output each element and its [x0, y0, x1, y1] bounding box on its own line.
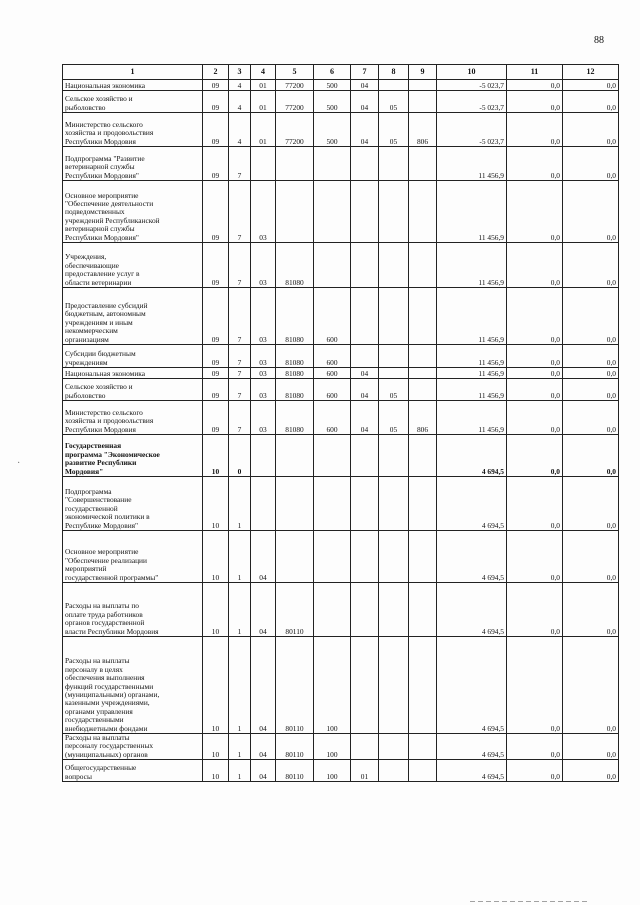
row-value-cell: 80110	[276, 734, 314, 760]
row-value-cell: 03	[251, 401, 276, 435]
row-value-cell: 0,0	[507, 147, 563, 181]
row-name-cell	[63, 147, 203, 181]
row-value-cell	[409, 91, 437, 113]
row-value-cell	[351, 477, 379, 531]
row-value-cell	[409, 181, 437, 243]
row-value-cell: 77200	[276, 91, 314, 113]
row-value-cell: 600	[314, 288, 351, 345]
table-row	[63, 583, 619, 637]
row-value-cell	[409, 243, 437, 288]
row-value-cell	[409, 80, 437, 91]
column-header: 8	[379, 65, 409, 80]
row-value-cell: 600	[314, 345, 351, 368]
row-value-cell: 7	[229, 379, 251, 401]
row-value-cell: 80110	[276, 583, 314, 637]
row-value-cell: 100	[314, 760, 351, 782]
row-value-cell: 11 456,9	[437, 288, 507, 345]
row-value-cell: 7	[229, 243, 251, 288]
row-value-cell	[351, 181, 379, 243]
row-value-cell: 04	[351, 368, 379, 379]
row-value-cell: 0,0	[563, 401, 619, 435]
row-value-cell	[409, 288, 437, 345]
row-name-text: Предоставление субсидий бюджетным, автономным учреждениям и иным некоммерческим организациям	[65, 300, 148, 344]
row-value-cell	[379, 80, 409, 91]
row-value-cell: 0,0	[507, 80, 563, 91]
scan-speck: ·	[17, 458, 21, 469]
column-header: 6	[314, 65, 351, 80]
row-name-cell	[63, 91, 203, 113]
row-name-text: Сельское хозяйство и рыболовство	[65, 94, 133, 112]
row-value-cell	[314, 583, 351, 637]
row-value-cell	[409, 760, 437, 782]
row-value-cell: 81080	[276, 288, 314, 345]
row-value-cell	[379, 435, 409, 477]
row-value-cell	[379, 760, 409, 782]
row-value-cell: 10	[203, 531, 229, 583]
row-name-cell	[63, 80, 203, 91]
row-name-text: Основное мероприятие "Обеспечение реализации мероприятий государственной программы"	[65, 547, 159, 582]
row-value-cell: 0,0	[507, 113, 563, 147]
row-value-cell: 0,0	[507, 401, 563, 435]
row-value-cell: 09	[203, 345, 229, 368]
row-value-cell	[251, 435, 276, 477]
row-value-cell	[379, 181, 409, 243]
row-value-cell: 09	[203, 147, 229, 181]
row-value-cell: 81080	[276, 243, 314, 288]
row-value-cell: 0,0	[563, 531, 619, 583]
table-row	[63, 477, 619, 531]
row-value-cell: 04	[251, 531, 276, 583]
row-value-cell	[379, 583, 409, 637]
row-value-cell: 04	[251, 760, 276, 782]
row-value-cell: 4	[229, 80, 251, 91]
row-value-cell: 10	[203, 583, 229, 637]
table-row	[63, 401, 619, 435]
row-value-cell: 0,0	[563, 637, 619, 734]
row-value-cell	[351, 637, 379, 734]
column-header: 3	[229, 65, 251, 80]
column-header: 7	[351, 65, 379, 80]
row-value-cell	[251, 477, 276, 531]
row-name-text: Национальная экономика	[65, 368, 146, 378]
row-value-cell	[351, 288, 379, 345]
row-name-text: Государственная программа "Экономическое развитие Республики Мордовия"	[65, 441, 160, 476]
row-value-cell	[409, 435, 437, 477]
row-value-cell	[351, 734, 379, 760]
row-value-cell: 0,0	[507, 288, 563, 345]
row-name-cell	[63, 113, 203, 147]
row-name-cell	[63, 368, 203, 379]
column-header: 10	[437, 65, 507, 80]
row-value-cell: 11 456,9	[437, 181, 507, 243]
row-value-cell: 4	[229, 91, 251, 113]
row-value-cell: 0,0	[507, 734, 563, 760]
scan-artifact-line	[470, 901, 590, 902]
row-value-cell	[314, 477, 351, 531]
row-value-cell	[379, 345, 409, 368]
row-value-cell	[351, 583, 379, 637]
table-row	[63, 734, 619, 760]
row-name-cell	[63, 760, 203, 782]
row-value-cell: 04	[351, 80, 379, 91]
row-value-cell: 11 456,9	[437, 401, 507, 435]
row-value-cell: 0,0	[563, 368, 619, 379]
row-name-text: Расходы на выплаты персоналу государственных (муниципальных) органов	[65, 733, 154, 759]
table-row	[63, 288, 619, 345]
row-value-cell	[351, 435, 379, 477]
row-value-cell	[351, 147, 379, 181]
row-value-cell	[379, 734, 409, 760]
row-value-cell	[314, 181, 351, 243]
row-value-cell	[314, 531, 351, 583]
row-value-cell: 10	[203, 435, 229, 477]
column-header: 9	[409, 65, 437, 80]
row-value-cell	[351, 531, 379, 583]
row-value-cell: 500	[314, 91, 351, 113]
row-value-cell: 500	[314, 113, 351, 147]
row-value-cell: 0,0	[507, 181, 563, 243]
row-value-cell: 7	[229, 401, 251, 435]
row-value-cell: 0	[229, 435, 251, 477]
row-name-cell	[63, 181, 203, 243]
row-value-cell: 10	[203, 637, 229, 734]
row-value-cell: 0,0	[563, 113, 619, 147]
row-value-cell: 03	[251, 288, 276, 345]
row-value-cell: 09	[203, 379, 229, 401]
row-value-cell: 0,0	[507, 91, 563, 113]
row-value-cell: 11 456,9	[437, 379, 507, 401]
row-name-text: Субсидии бюджетным учреждениям	[65, 349, 136, 367]
row-value-cell: 03	[251, 243, 276, 288]
row-value-cell	[409, 345, 437, 368]
row-value-cell: 05	[379, 379, 409, 401]
row-name-text: Сельское хозяйство и рыболовство	[65, 382, 133, 400]
table-row	[63, 345, 619, 368]
row-value-cell: 09	[203, 181, 229, 243]
row-value-cell: 01	[351, 760, 379, 782]
row-value-cell: 03	[251, 345, 276, 368]
row-value-cell: 0,0	[507, 435, 563, 477]
row-value-cell: 77200	[276, 80, 314, 91]
row-value-cell: 100	[314, 734, 351, 760]
row-value-cell	[276, 477, 314, 531]
row-value-cell	[379, 243, 409, 288]
row-value-cell: 1	[229, 734, 251, 760]
row-value-cell: 11 456,9	[437, 147, 507, 181]
row-value-cell: 100	[314, 637, 351, 734]
row-value-cell: 806	[409, 113, 437, 147]
row-value-cell: 01	[251, 91, 276, 113]
row-value-cell	[409, 531, 437, 583]
row-value-cell: 0,0	[563, 243, 619, 288]
row-value-cell: 0,0	[507, 345, 563, 368]
row-name-cell	[63, 345, 203, 368]
row-value-cell	[409, 477, 437, 531]
row-value-cell	[409, 583, 437, 637]
table-row	[63, 181, 619, 243]
row-value-cell: 4 694,5	[437, 477, 507, 531]
table-row	[63, 531, 619, 583]
row-name-text: Учреждения, обеспечивающие предоставление услуг в области ветеринарии	[65, 252, 140, 287]
row-name-cell	[63, 401, 203, 435]
row-value-cell	[379, 531, 409, 583]
row-value-cell: 1	[229, 637, 251, 734]
table-row	[63, 147, 619, 181]
row-value-cell: 11 456,9	[437, 243, 507, 288]
row-name-text: Подпрограмма "Развитие ветеринарной службы Республики Мордовия"	[65, 153, 145, 180]
row-name-cell	[63, 734, 203, 760]
row-value-cell: 10	[203, 477, 229, 531]
row-value-cell: 4	[229, 113, 251, 147]
row-value-cell	[276, 531, 314, 583]
row-value-cell: 500	[314, 80, 351, 91]
row-value-cell: 7	[229, 147, 251, 181]
row-name-text: Министерство сельского хозяйства и продовольствия Республики Мордовия	[65, 407, 154, 434]
row-value-cell: 0,0	[563, 435, 619, 477]
row-name-cell	[63, 379, 203, 401]
row-value-cell: 0,0	[563, 477, 619, 531]
row-value-cell: 10	[203, 760, 229, 782]
table-row	[63, 91, 619, 113]
row-value-cell: 7	[229, 181, 251, 243]
row-name-cell	[63, 583, 203, 637]
row-value-cell: 03	[251, 379, 276, 401]
row-value-cell: 05	[379, 91, 409, 113]
row-name-text: Расходы на выплаты по оплате труда работников органов государственной власти Республики Мордовия	[65, 601, 159, 636]
row-value-cell: 600	[314, 401, 351, 435]
row-value-cell: 1	[229, 477, 251, 531]
row-value-cell: 0,0	[563, 345, 619, 368]
row-value-cell: 7	[229, 288, 251, 345]
row-value-cell: 04	[351, 91, 379, 113]
row-value-cell: 11 456,9	[437, 368, 507, 379]
row-value-cell: 81080	[276, 368, 314, 379]
column-header: 1	[63, 65, 203, 80]
row-value-cell: 0,0	[507, 477, 563, 531]
row-value-cell: 0,0	[507, 379, 563, 401]
row-value-cell: 09	[203, 113, 229, 147]
budget-table	[62, 64, 619, 782]
row-value-cell: 10	[203, 734, 229, 760]
row-value-cell: -5 023,7	[437, 91, 507, 113]
table-row	[63, 760, 619, 782]
row-value-cell: 0,0	[563, 379, 619, 401]
row-value-cell: -5 023,7	[437, 113, 507, 147]
row-value-cell: 77200	[276, 113, 314, 147]
row-name-cell	[63, 477, 203, 531]
row-value-cell	[314, 435, 351, 477]
row-value-cell	[351, 243, 379, 288]
row-value-cell: 04	[351, 401, 379, 435]
row-value-cell	[276, 181, 314, 243]
row-value-cell: 0,0	[563, 181, 619, 243]
row-value-cell: 81080	[276, 379, 314, 401]
table-row	[63, 113, 619, 147]
row-name-text: Подпрограмма "Совершенствование государственной экономической политики в Республике Мордовия"	[65, 486, 150, 530]
row-value-cell: 0,0	[563, 583, 619, 637]
row-value-cell: 7	[229, 368, 251, 379]
row-name-cell	[63, 435, 203, 477]
row-value-cell: 0,0	[507, 243, 563, 288]
row-name-text: Расходы на выплаты персоналу в целях обеспечения выполнения функций государственными (муниципальными) органами, казенными учреждениями, органами управления государственными внебюджетными фондами	[65, 656, 160, 733]
column-header: 11	[507, 65, 563, 80]
row-value-cell	[314, 243, 351, 288]
row-value-cell: -5 023,7	[437, 80, 507, 91]
row-value-cell	[379, 368, 409, 379]
table-row	[63, 379, 619, 401]
column-header: 4	[251, 65, 276, 80]
row-value-cell	[409, 379, 437, 401]
row-value-cell: 1	[229, 760, 251, 782]
row-value-cell: 04	[251, 583, 276, 637]
row-value-cell: 04	[351, 113, 379, 147]
row-value-cell	[314, 147, 351, 181]
row-value-cell	[251, 147, 276, 181]
row-value-cell: 0,0	[563, 91, 619, 113]
row-value-cell: 09	[203, 80, 229, 91]
row-value-cell: 11 456,9	[437, 345, 507, 368]
page-number: 88	[594, 35, 604, 46]
row-value-cell: 09	[203, 288, 229, 345]
row-value-cell: 0,0	[507, 531, 563, 583]
table-row	[63, 435, 619, 477]
row-name-cell	[63, 243, 203, 288]
row-value-cell: 0,0	[563, 734, 619, 760]
row-value-cell	[379, 288, 409, 345]
row-value-cell: 1	[229, 583, 251, 637]
row-value-cell	[351, 345, 379, 368]
row-value-cell: 81080	[276, 401, 314, 435]
row-value-cell: 0,0	[563, 147, 619, 181]
row-value-cell	[276, 147, 314, 181]
row-value-cell	[379, 637, 409, 734]
row-value-cell: 806	[409, 401, 437, 435]
row-value-cell: 4 694,5	[437, 734, 507, 760]
row-value-cell: 0,0	[507, 637, 563, 734]
table-row	[63, 637, 619, 734]
row-name-cell	[63, 637, 203, 734]
row-value-cell: 03	[251, 181, 276, 243]
row-value-cell: 0,0	[563, 288, 619, 345]
row-value-cell: 05	[379, 113, 409, 147]
row-value-cell: 0,0	[563, 80, 619, 91]
row-value-cell: 03	[251, 368, 276, 379]
row-name-text: Национальная экономика	[65, 80, 146, 90]
row-value-cell: 600	[314, 368, 351, 379]
row-value-cell	[409, 147, 437, 181]
row-value-cell: 0,0	[507, 760, 563, 782]
column-header: 5	[276, 65, 314, 80]
row-value-cell	[409, 637, 437, 734]
row-value-cell: 05	[379, 401, 409, 435]
row-value-cell	[409, 368, 437, 379]
row-value-cell: 0,0	[507, 583, 563, 637]
row-value-cell: 04	[251, 734, 276, 760]
row-value-cell: 0,0	[507, 368, 563, 379]
row-value-cell: 04	[351, 379, 379, 401]
row-value-cell: 80110	[276, 760, 314, 782]
row-value-cell: 09	[203, 243, 229, 288]
row-value-cell: 01	[251, 113, 276, 147]
table-row	[63, 80, 619, 91]
row-value-cell	[276, 435, 314, 477]
column-header: 12	[563, 65, 619, 80]
row-name-text: Министерство сельского хозяйства и продовольствия Республики Мордовия	[65, 119, 154, 146]
row-value-cell: 09	[203, 401, 229, 435]
column-header: 2	[203, 65, 229, 80]
row-value-cell: 80110	[276, 637, 314, 734]
row-name-cell	[63, 288, 203, 345]
row-value-cell: 4 694,5	[437, 435, 507, 477]
row-value-cell: 600	[314, 379, 351, 401]
row-name-text: Общегосударственные вопросы	[65, 763, 137, 781]
row-value-cell: 01	[251, 80, 276, 91]
table-row	[63, 368, 619, 379]
row-value-cell	[379, 477, 409, 531]
row-value-cell	[379, 147, 409, 181]
row-value-cell: 1	[229, 531, 251, 583]
row-value-cell: 09	[203, 368, 229, 379]
row-value-cell: 81080	[276, 345, 314, 368]
row-value-cell: 09	[203, 91, 229, 113]
table-body	[63, 80, 619, 782]
row-name-cell	[63, 531, 203, 583]
row-value-cell: 4 694,5	[437, 760, 507, 782]
row-value-cell: 7	[229, 345, 251, 368]
row-value-cell: 4 694,5	[437, 531, 507, 583]
row-value-cell: 0,0	[563, 760, 619, 782]
row-value-cell	[409, 734, 437, 760]
row-value-cell: 4 694,5	[437, 583, 507, 637]
table-row	[63, 243, 619, 288]
row-name-text: Основное мероприятие "Обеспечение деятельности подведомственных учреждений Республиканской ветеринарной службы Республики Мордовия"	[65, 190, 160, 242]
row-value-cell: 4 694,5	[437, 637, 507, 734]
row-value-cell: 04	[251, 637, 276, 734]
table-header-row	[63, 65, 619, 80]
